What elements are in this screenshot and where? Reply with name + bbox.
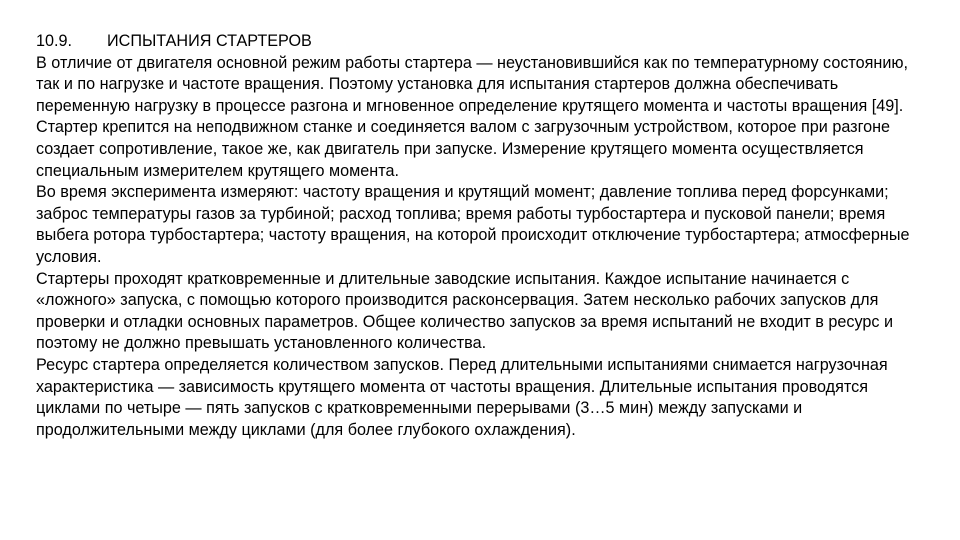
paragraph-measured-parameters: Во время эксперимента измеряют: частоту вращения и крутящий момент; давление топлива перед форсунками; заброс температуры газов за турбиной; расход топлива; время работы турбостартера и пусковой панели; время выбега ротора турбостартера; частоту вращения, на которой происходит отключение турбостартера; атмосферные условия.	[36, 183, 910, 266]
paragraph-factory-tests: Стартеры проходят кратковременные и длительные заводские испытания. Каждое испытание начинается с «ложного» запуска, с помощью которого производится расконсервация. Затем несколько рабочих запусков для проверки и отладки основных параметров. Общее количество запусков за время испытаний не входит в ресурс и поэтому не должно превышать установленного количества.	[36, 269, 894, 353]
paragraph-starter-mounting: Стартер крепится на неподвижном станке и соединяется валом с загрузочным устройством, которое при разгоне создает сопротивление, такое же, как двигатель при запуске. Измерение крутящего момента осуществляется специальным измерителем крутящего момента.	[36, 118, 891, 180]
section-heading	[36, 31, 924, 53]
paragraph-starter-resource: Ресурс стартера определяется количеством запусков. Перед длительными испытаниями снимается нагрузочная характеристика — зависимость крутящего момента от частоты вращения. Длительные испытания проводятся циклами по четыре — пять запусков с кратковременными перерывами (3…5 мин) между запусками и продолжительными между циклами (для более глубокого охлаждения).	[36, 355, 888, 439]
document-body	[36, 31, 924, 441]
section-number: 10.9.	[36, 32, 73, 50]
paragraph-starter-operating-mode: В отличие от двигателя основной режим работы стартера — неустановившийся как по температурному состоянию, так и по нагрузке и частоте вращения. Поэтому установка для испытания стартеров должна обеспечивать переменную нагрузку в процессе разгона и мгновенное определение крутящего момента и частоты вращения [49].	[36, 53, 909, 115]
section-title: ИСПЫТАНИЯ СТАРТЕРОВ	[107, 32, 312, 50]
